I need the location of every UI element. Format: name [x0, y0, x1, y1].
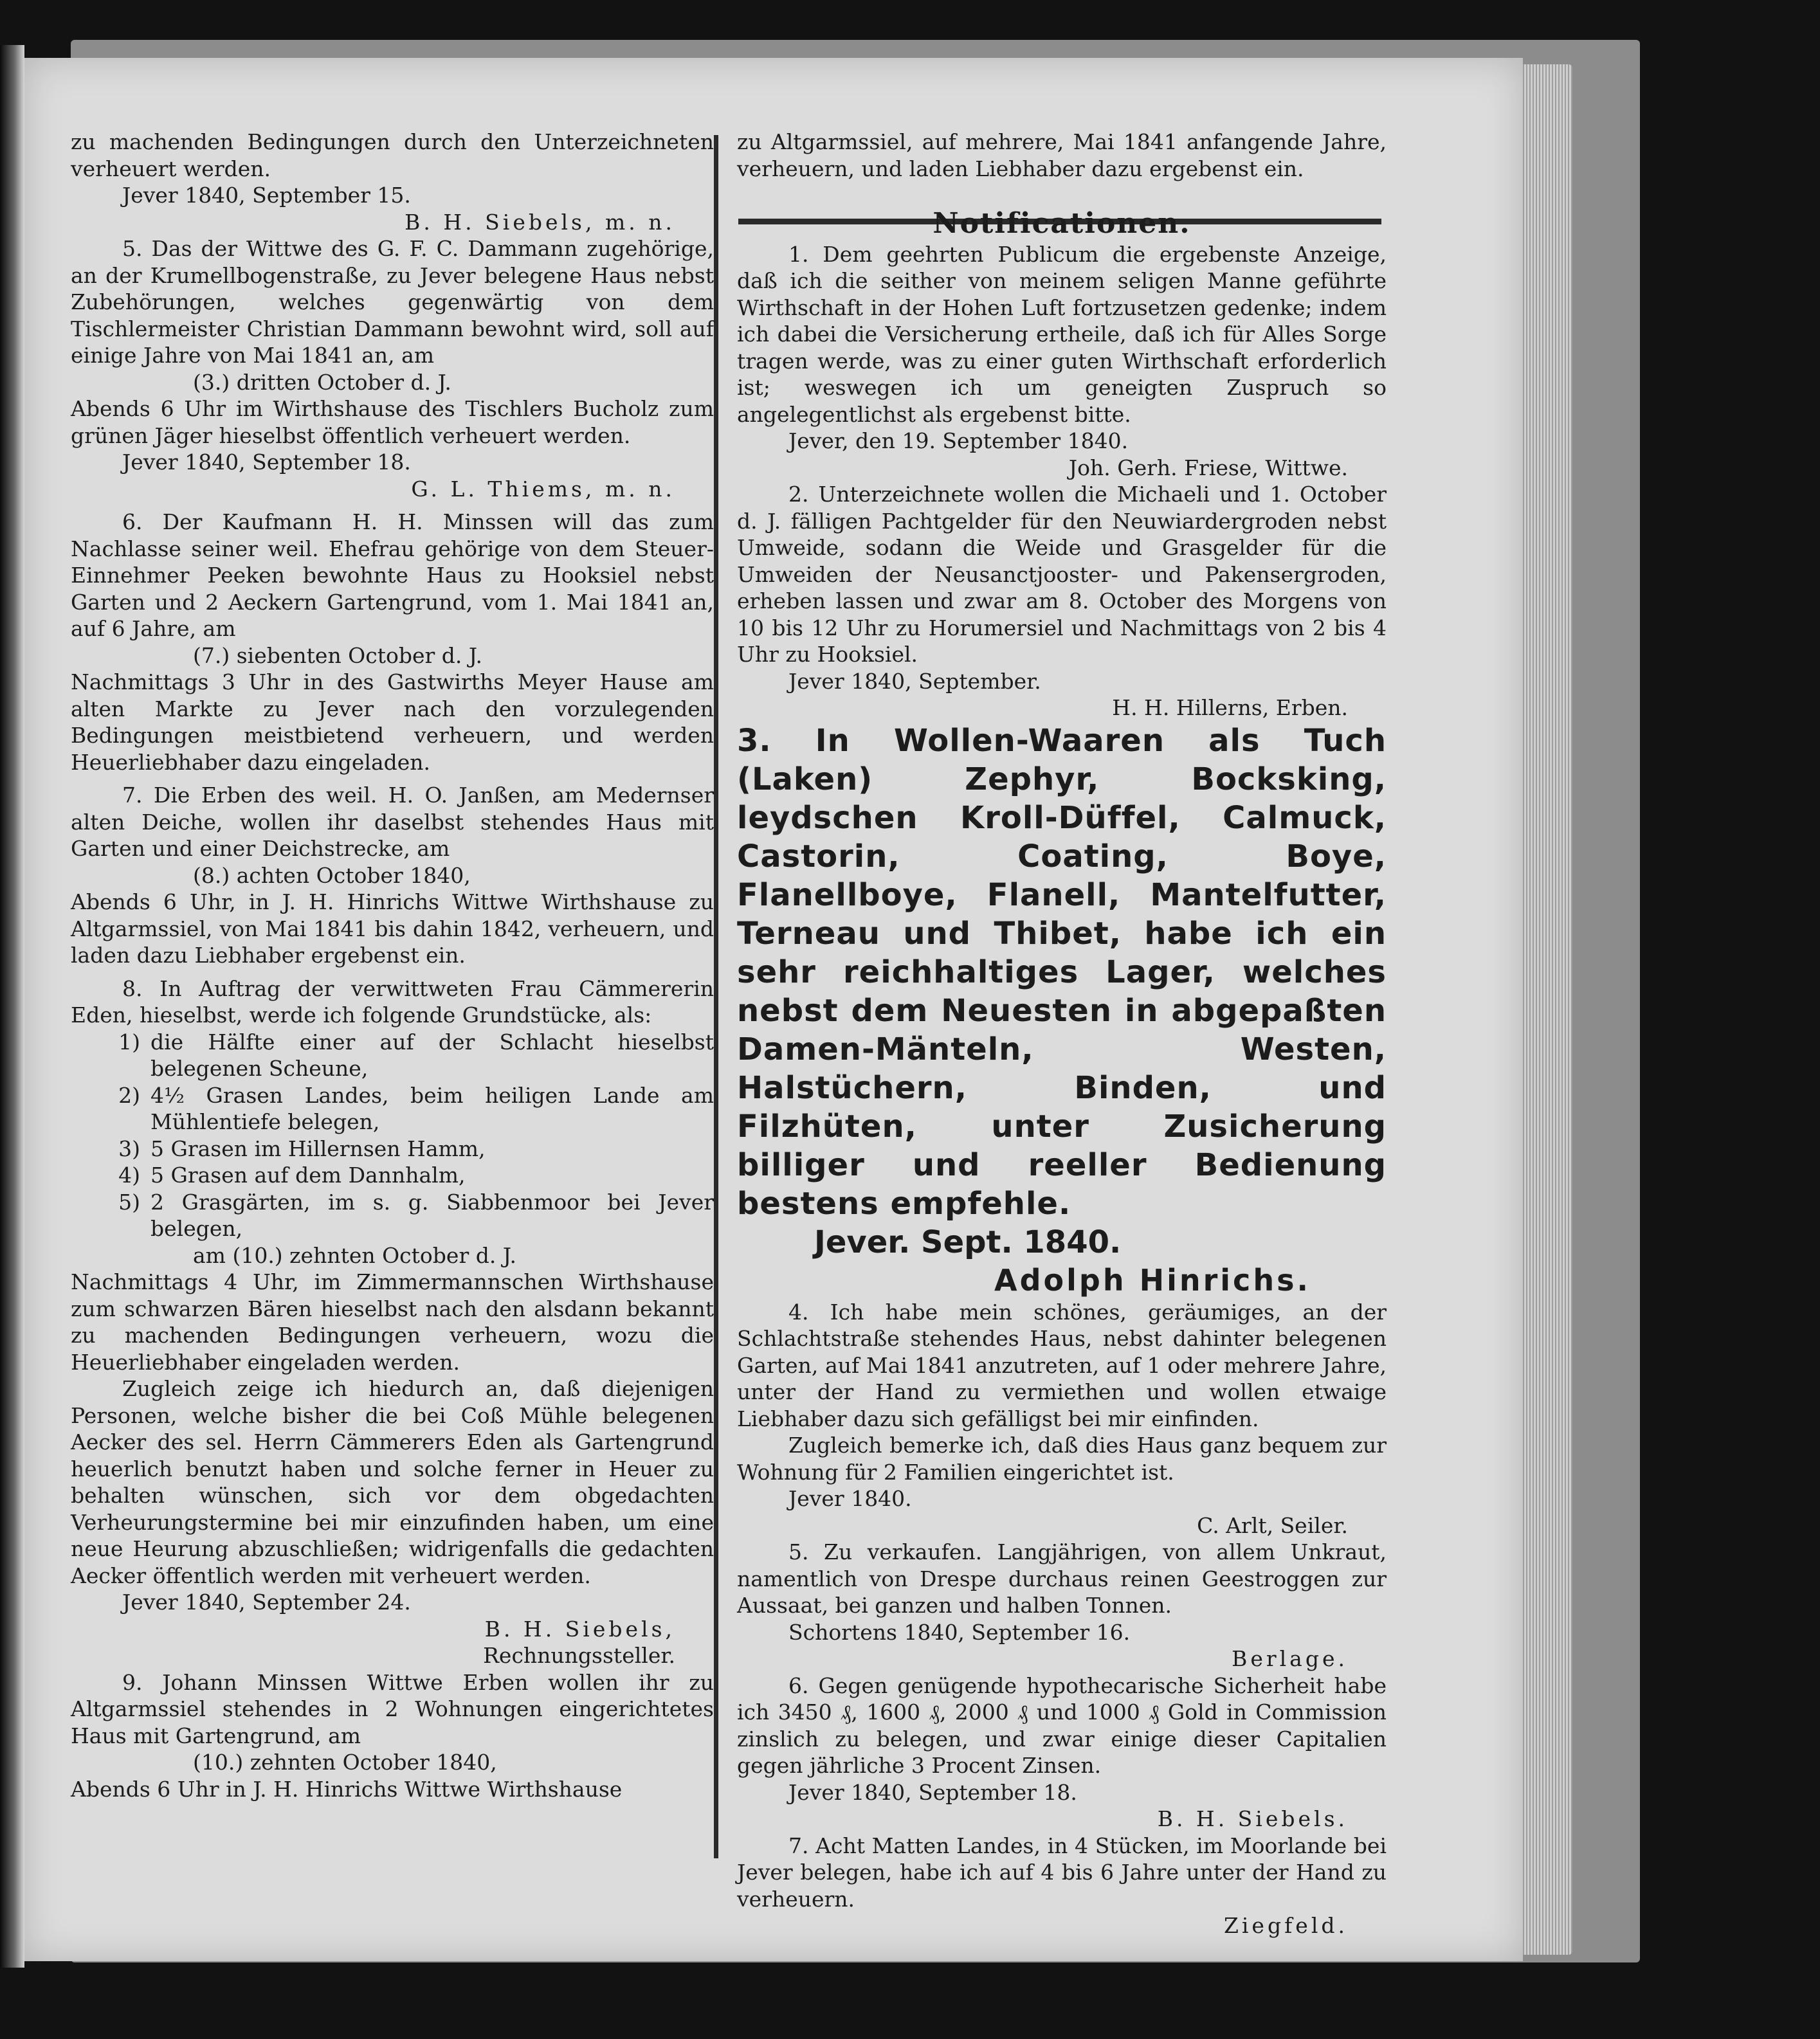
column-divider — [714, 135, 718, 1858]
notification-1-signature: Joh. Gerh. Friese, Wittwe. — [1068, 455, 1348, 480]
notification-5: 5. Zu verkaufen. Langjährigen, von allem Unkraut, namentlich von Drespe durchaus reinen Geestroggen zur Aussaat, bei ganzen und halben Tonnen. — [737, 1539, 1387, 1618]
notification-5-date: Schortens 1840, September 16. — [788, 1619, 1131, 1645]
notice-8-date-line: am (10.) zehnten October d. J. — [193, 1242, 516, 1268]
notification-2-date: Jever 1840, September. — [788, 668, 1041, 694]
notice-9-continuation: zu Altgarmssiel, auf mehrere, Mai 1841 anfangende Jahre, verheuern, und laden Liebhaber dazu ergebenst ein. — [737, 129, 1387, 181]
notice-continuation: zu machenden Bedingungen durch den Unterzeichneten verheuert werden. — [71, 129, 714, 181]
notice-6: 6. Der Kaufmann H. H. Minssen will das zum Nachlasse seiner weil. Ehefrau gehörige von dem Steuer-Einnehmer Peeken bewohnte Haus zu Hooksiel nebst Garten und 2 Aeckern Gartengrund, vom 1. Mai 1841 an, auf 6 Jahre, am — [71, 509, 714, 641]
book-gutter — [0, 45, 24, 1968]
notice-5-date: Jever 1840, September 18. — [122, 449, 411, 475]
notification-5-signature: Berlage. — [1232, 1646, 1348, 1671]
section-heading: Notificationen. — [933, 207, 1191, 240]
notification-3-signature: Adolph Hinrichs. — [994, 1262, 1311, 1298]
notice-8-addendum: Zugleich zeige ich hiedurch an, daß diejenigen Personen, welche bisher die bei Coß Mühle belegenen Aecker des sel. Herrn Cämmerers Eden als Gartengrund heuerlich benutzt haben und solche ferner in Heuer zu behalten wünschen, sich vor dem obgedachten Verheurungstermine bei mir einzufinden haben, um eine neue Heurung abzuschließen; widrigenfalls die gedachten Aecker öffentlich werden mit verheuert werden. — [71, 1376, 714, 1588]
notification-7: 7. Acht Matten Landes, in 4 Stücken, im Moorlande bei Jever belegen, habe ich auf 4 bis 6 Jahre unter der Hand zu verheuern. — [737, 1833, 1387, 1912]
notice-9: 9. Johann Minssen Wittwe Erben wollen ihr zu Altgarmssiel stehendes in 2 Wohnungen eingerichtetes Haus mit Gartengrund, am — [71, 1669, 714, 1748]
left-column — [71, 129, 714, 1802]
notice-signature: B. H. Siebels, m. n. — [405, 209, 675, 235]
notice-9-date-line: (10.) zehnten October 1840, — [193, 1750, 497, 1775]
notification-4-addendum: Zugleich bemerke ich, daß dies Haus ganz bequem zur Wohnung für 2 Familien eingerichtet ist. — [737, 1433, 1387, 1485]
notice-8: 8. In Auftrag der verwittweten Frau Cämmererin Eden, hieselbst, werde ich folgende Grundstücke, als: — [71, 975, 714, 1028]
list-item: 3) 5 Grasen im Hillernsen Hamm, — [118, 1136, 486, 1161]
notification-1-date: Jever, den 19. September 1840. — [788, 428, 1129, 453]
list-item: 2) 4½ Grasen Landes, beim heiligen Lande am Mühlentiefe belegen, — [118, 1082, 714, 1134]
notification-6-date: Jever 1840, September 18. — [788, 1779, 1077, 1805]
notification-4-date: Jever 1840. — [788, 1486, 912, 1511]
list-item: 1) die Hälfte einer auf der Schlacht hieselbst belegenen Scheune, — [118, 1029, 714, 1081]
notice-8-signature-title: Rechnungssteller. — [483, 1643, 675, 1668]
list-item: 4) 5 Grasen auf dem Dannhalm, — [118, 1163, 466, 1188]
notification-7-signature: Ziegfeld. — [1223, 1913, 1348, 1938]
notice-6-date-line: (7.) siebenten October d. J. — [193, 642, 483, 668]
notification-6-signature: B. H. Siebels. — [1157, 1806, 1348, 1831]
notice-9-body: Abends 6 Uhr in J. H. Hinrichs Wittwe Wirthshause — [71, 1776, 623, 1802]
right-column — [737, 129, 1387, 1939]
notice-8-date: Jever 1840, September 24. — [122, 1590, 411, 1615]
notification-4: 4. Ich habe mein schönes, geräumiges, an der Schlachtstraße stehendes Haus, nebst dahinter belegenen Garten, auf Mai 1841 anzutreten, auf 1 oder mehrere Jahre, unter der Hand zu vermiethen und wollen etwaige Liebhaber dazu sich gefälligst bei mir einfinden. — [737, 1299, 1387, 1431]
page-stack-edge — [1515, 64, 1572, 1955]
notification-4-signature: C. Arlt, Seiler. — [1197, 1512, 1348, 1538]
notification-6: 6. Gegen genügende hypothecarische Sicherheit habe ich 3450 ₰, 1600 ₰, 2000 ₰ und 1000 ₰ Gold in Commission zinslich zu belegen, und zwar einige dieser Capitalien gegen jährliche 3 Procent Zinsen. — [737, 1672, 1387, 1778]
notice-6-body: Nachmittags 3 Uhr in des Gastwirths Meyer Hause am alten Markte zu Jever nach den vorzulegenden Bedingungen meistbietend verheuern, und werden Heuerliebhaber dazu eingeladen. — [71, 669, 714, 775]
notice-date: Jever 1840, September 15. — [122, 183, 411, 208]
notification-2: 2. Unterzeichnete wollen die Michaeli und 1. October d. J. fälligen Pachtgelder für den Neuwiardergroden nebst Umweide, sodann die Weide und Grasgelder für die Umweiden der Neusanctjooster- und Pakensergroden, erheben lassen und zwar am 8. October des Morgens von 10 bis 12 Uhr zu Horumersiel und Nachmittags von 2 bis 4 Uhr zu Hooksiel. — [737, 482, 1387, 667]
notice-7-date-line: (8.) achten October 1840, — [193, 862, 471, 888]
notification-1: 1. Dem geehrten Publicum die ergebenste Anzeige, daß ich die seither von meinem seligen Manne geführte Wirthschaft in der Hohen Luft fortzusetzen gedenke; indem ich dabei die Versicherung ertheile, daß ich für Alles Sorge tragen werde, was zu einer guten Wirthschaft erforderlich ist; weswegen ich um geneigten Zuspruch so angelegentlichst als ergebenst bitte. — [737, 241, 1387, 427]
notice-5-signature: G. L. Thiems, m. n. — [411, 476, 675, 502]
notice-8-body: Nachmittags 4 Uhr, im Zimmermannschen Wirthshause zum schwarzen Bären hieselbst nach den alsdann bekannt zu machenden Bedingungen verheuern, wozu die Heuerliebhaber eingeladen werden. — [71, 1269, 714, 1375]
notice-8-signature: B. H. Siebels, — [484, 1616, 675, 1642]
list-item: 5) 2 Grasgärten, im s. g. Siabbenmoor bei Jever belegen, — [118, 1189, 714, 1241]
notification-3-advertisement: 3. In Wollen-Waaren als Tuch (Laken) Zephyr, Bocksking, leydschen Kroll-Düffel, Calmuck, Castorin, Coating, Boye, Flanellboye, Flanell, Mantelfutter, Terneau und Thibet, habe ich ein sehr reichhaltiges Lager, welches nebst dem Neuesten in abgepaßten Damen-Mänteln, Westen, Halstüchern, Binden, und Filzhüten, unter Zusicherung billiger und reeller Bedienung bestens empfehle. — [737, 722, 1387, 1222]
notice-7-body: Abends 6 Uhr, in J. H. Hinrichs Wittwe Wirthshause zu Altgarmssiel, von Mai 1841 bis dahin 1842, verheuern, und laden dazu Liebhaber ergebenst ein. — [71, 889, 714, 968]
notice-5-date-line: (3.) dritten October d. J. — [193, 369, 451, 395]
notice-5: 5. Das der Wittwe des G. F. C. Dammann zugehörige, an der Krumellbogenstraße, zu Jever belegene Haus nebst Zubehörungen, welches gegenwärtig von dem Tischlermeister Christian Dammann bewohnt wird, soll auf einige Jahre von Mai 1841 an, am — [71, 236, 714, 368]
notice-5-body: Abends 6 Uhr im Wirthshause des Tischlers Bucholz zum grünen Jäger hieselbst öffentlich verheuert werden. — [71, 396, 714, 448]
notification-2-signature: H. H. Hillerns, Erben. — [1112, 695, 1348, 720]
notice-7: 7. Die Erben des weil. H. O. Janßen, am Medernser alten Deiche, wollen ihr daselbst stehendes Haus mit Garten und einer Deichstrecke, am — [71, 783, 714, 861]
newspaper-page — [24, 58, 1523, 1961]
notification-3-date: Jever. Sept. 1840. — [814, 1224, 1122, 1260]
